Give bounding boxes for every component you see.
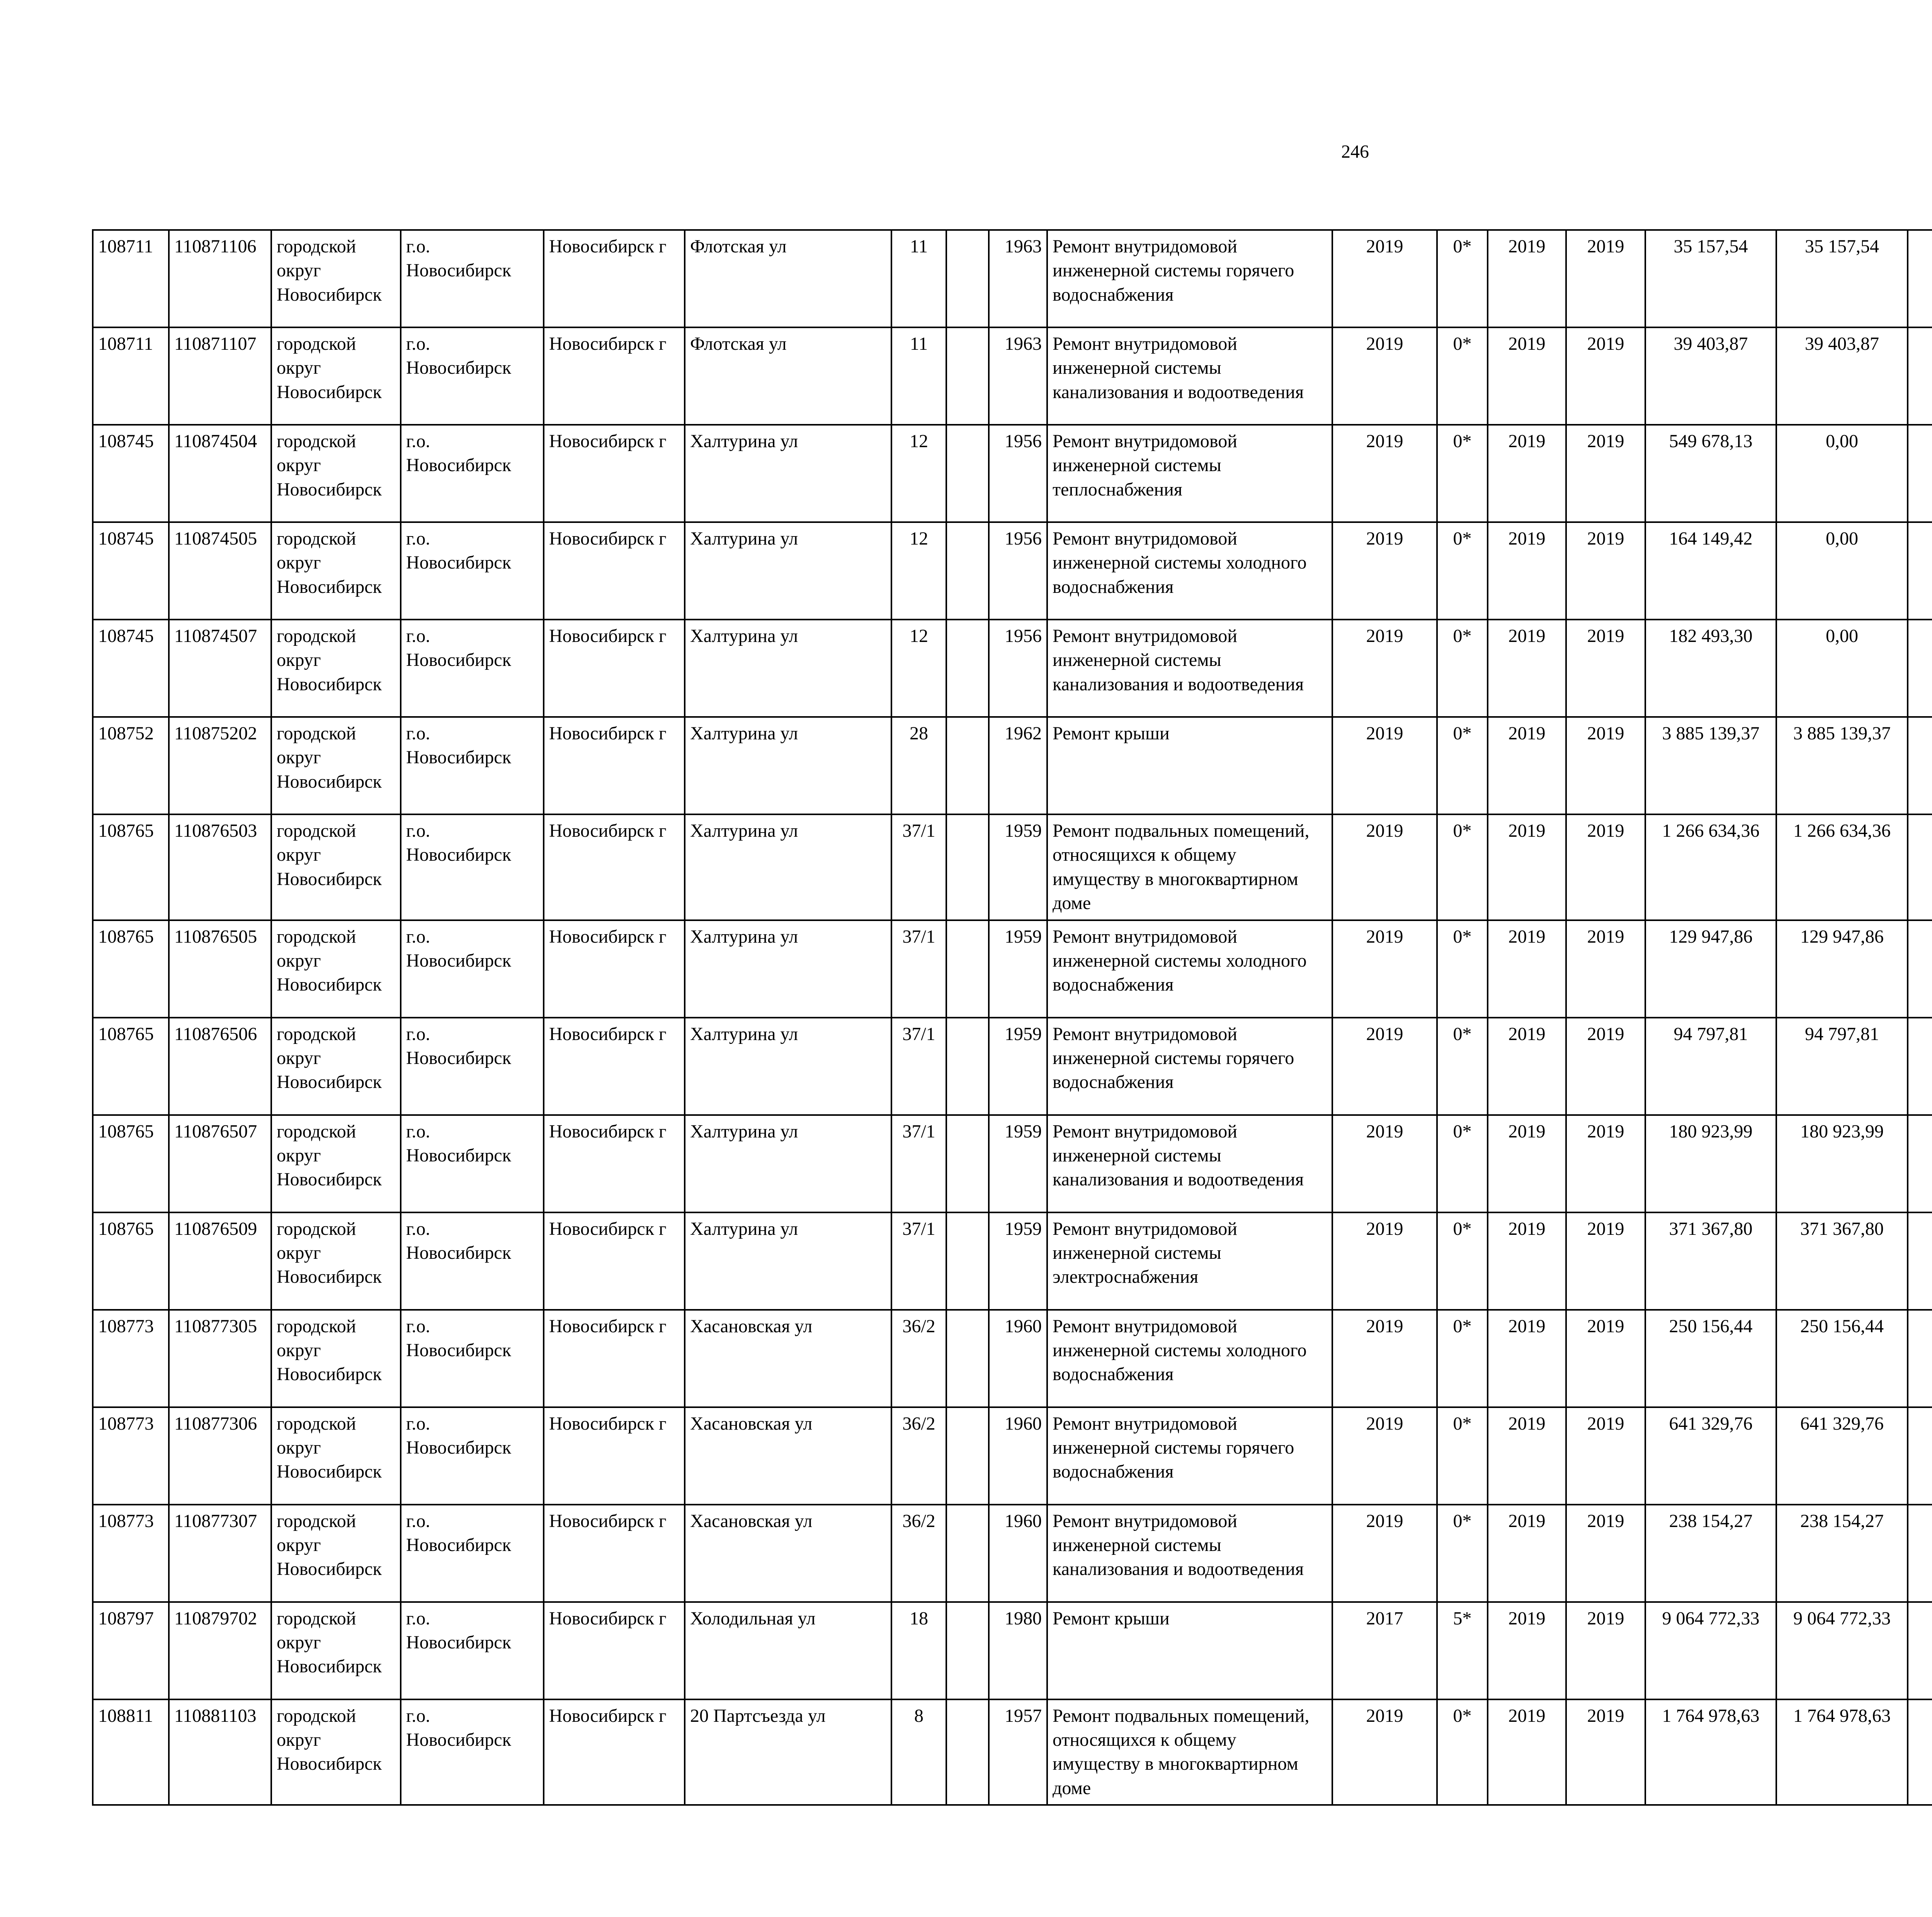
cell-work-id: 110876503 [169,814,271,920]
cell-municipality: городской округ Новосибирск [271,620,401,717]
cell-fund-cost: 371 367,80 [1776,1212,1908,1310]
cell-settlement: г.о. Новосибирск [401,1505,544,1602]
cell-settlement: г.о. Новосибирск [401,814,544,920]
cell-end-year: 2019 [1566,717,1645,814]
cell-fund-cost: 0,00 [1776,522,1908,620]
cell-settlement: г.о. Новосибирск [401,1699,544,1805]
cell-fund-cost: 94 797,81 [1776,1018,1908,1115]
table-row [93,1407,1932,1505]
cell-total-cost: 35 157,54 [1645,230,1776,327]
cell-shift-code: 0* [1437,522,1488,620]
cell-object-id: 108765 [93,1018,169,1115]
cell-building [946,717,989,814]
cell-work-type: Ремонт внутридомовой инженерной системы канализования и водоотведения [1047,620,1332,717]
cell-total-cost: 39 403,87 [1645,327,1776,425]
cell-work-type: Ремонт подвальных помещений, относящихся к общему имуществу в многоквартирном доме [1047,814,1332,920]
cell-building [946,327,989,425]
cell-extra-1 [1908,1602,1932,1699]
cell-shift-code: 5* [1437,1602,1488,1699]
table-row [93,1310,1932,1407]
cell-city: Новосибирск г [544,230,685,327]
cell-street: Хасановская ул [685,1407,891,1505]
cell-object-id: 108745 [93,620,169,717]
cell-municipality: городской округ Новосибирск [271,327,401,425]
cell-planned-year: 2019 [1332,522,1437,620]
cell-fund-cost: 35 157,54 [1776,230,1908,327]
cell-work-id: 110876507 [169,1115,271,1212]
cell-work-type: Ремонт внутридомовой инженерной системы горячего водоснабжения [1047,1018,1332,1115]
cell-end-year: 2019 [1566,620,1645,717]
cell-start-year: 2019 [1488,230,1566,327]
cell-fund-cost: 9 064 772,33 [1776,1602,1908,1699]
table-row [93,425,1932,522]
cell-house-number: 12 [891,620,946,717]
cell-building [946,1212,989,1310]
cell-shift-code: 0* [1437,1212,1488,1310]
table-row [93,1115,1932,1212]
cell-extra-1 [1908,1212,1932,1310]
cell-work-id: 110879702 [169,1602,271,1699]
cell-shift-code: 0* [1437,425,1488,522]
cell-object-id: 108711 [93,327,169,425]
cell-work-id: 110881103 [169,1699,271,1805]
cell-planned-year: 2019 [1332,230,1437,327]
cell-object-id: 108765 [93,814,169,920]
cell-start-year: 2019 [1488,1212,1566,1310]
cell-object-id: 108745 [93,522,169,620]
cell-construction-year: 1980 [989,1602,1047,1699]
cell-planned-year: 2019 [1332,1505,1437,1602]
cell-settlement: г.о. Новосибирск [401,1602,544,1699]
cell-settlement: г.о. Новосибирск [401,327,544,425]
table-row [93,620,1932,717]
cell-street: Халтурина ул [685,1018,891,1115]
cell-municipality: городской округ Новосибирск [271,425,401,522]
cell-construction-year: 1959 [989,1212,1047,1310]
cell-fund-cost: 180 923,99 [1776,1115,1908,1212]
cell-extra-1 [1908,920,1932,1018]
cell-work-id: 110877307 [169,1505,271,1602]
cell-city: Новосибирск г [544,1699,685,1805]
cell-house-number: 11 [891,230,946,327]
cell-construction-year: 1962 [989,717,1047,814]
cell-object-id: 108811 [93,1699,169,1805]
cell-total-cost: 1 764 978,63 [1645,1699,1776,1805]
cell-start-year: 2019 [1488,327,1566,425]
cell-work-id: 110877306 [169,1407,271,1505]
cell-work-type: Ремонт внутридомовой инженерной системы холодного водоснабжения [1047,920,1332,1018]
cell-construction-year: 1957 [989,1699,1047,1805]
cell-city: Новосибирск г [544,1505,685,1602]
cell-street: Флотская ул [685,327,891,425]
cell-planned-year: 2019 [1332,1310,1437,1407]
cell-end-year: 2019 [1566,1407,1645,1505]
cell-street: Хасановская ул [685,1310,891,1407]
cell-house-number: 36/2 [891,1505,946,1602]
cell-municipality: городской округ Новосибирск [271,1602,401,1699]
cell-end-year: 2019 [1566,814,1645,920]
cell-building [946,1699,989,1805]
cell-work-id: 110875202 [169,717,271,814]
cell-municipality: городской округ Новосибирск [271,1505,401,1602]
cell-planned-year: 2019 [1332,1212,1437,1310]
cell-construction-year: 1959 [989,814,1047,920]
cell-municipality: городской округ Новосибирск [271,1115,401,1212]
cell-city: Новосибирск г [544,327,685,425]
cell-end-year: 2019 [1566,1018,1645,1115]
cell-end-year: 2019 [1566,327,1645,425]
cell-settlement: г.о. Новосибирск [401,1310,544,1407]
cell-street: Халтурина ул [685,425,891,522]
cell-start-year: 2019 [1488,717,1566,814]
cell-city: Новосибирск г [544,1115,685,1212]
cell-building [946,1505,989,1602]
cell-start-year: 2019 [1488,620,1566,717]
cell-building [946,620,989,717]
cell-house-number: 28 [891,717,946,814]
cell-settlement: г.о. Новосибирск [401,230,544,327]
cell-shift-code: 0* [1437,1018,1488,1115]
cell-building [946,920,989,1018]
cell-fund-cost: 129 947,86 [1776,920,1908,1018]
cell-construction-year: 1960 [989,1505,1047,1602]
cell-house-number: 11 [891,327,946,425]
cell-start-year: 2019 [1488,814,1566,920]
cell-start-year: 2019 [1488,920,1566,1018]
cell-extra-1 [1908,522,1932,620]
cell-municipality: городской округ Новосибирск [271,522,401,620]
cell-settlement: г.о. Новосибирск [401,1018,544,1115]
cell-settlement: г.о. Новосибирск [401,1407,544,1505]
cell-start-year: 2019 [1488,1505,1566,1602]
cell-building [946,1407,989,1505]
cell-settlement: г.о. Новосибирск [401,522,544,620]
cell-shift-code: 0* [1437,1310,1488,1407]
cell-shift-code: 0* [1437,230,1488,327]
cell-shift-code: 0* [1437,1407,1488,1505]
cell-construction-year: 1956 [989,425,1047,522]
cell-building [946,814,989,920]
cell-house-number: 12 [891,425,946,522]
cell-work-id: 110871106 [169,230,271,327]
cell-work-type: Ремонт внутридомовой инженерной системы электроснабжения [1047,1212,1332,1310]
cell-city: Новосибирск г [544,1602,685,1699]
cell-construction-year: 1959 [989,920,1047,1018]
table-row [93,1018,1932,1115]
cell-house-number: 12 [891,522,946,620]
cell-total-cost: 3 885 139,37 [1645,717,1776,814]
cell-planned-year: 2019 [1332,1699,1437,1805]
cell-start-year: 2019 [1488,1115,1566,1212]
cell-object-id: 108745 [93,425,169,522]
cell-work-id: 110876509 [169,1212,271,1310]
cell-extra-1 [1908,620,1932,717]
cell-shift-code: 0* [1437,920,1488,1018]
cell-municipality: городской округ Новосибирск [271,920,401,1018]
cell-house-number: 37/1 [891,920,946,1018]
cell-city: Новосибирск г [544,522,685,620]
table-row [93,920,1932,1018]
cell-street: 20 Партсъезда ул [685,1699,891,1805]
cell-total-cost: 641 329,76 [1645,1407,1776,1505]
cell-shift-code: 0* [1437,717,1488,814]
cell-street: Халтурина ул [685,1212,891,1310]
cell-building [946,230,989,327]
cell-street: Халтурина ул [685,522,891,620]
repair-registry-table [92,229,1932,1806]
cell-work-id: 110874505 [169,522,271,620]
cell-end-year: 2019 [1566,1602,1645,1699]
cell-work-id: 110877305 [169,1310,271,1407]
cell-object-id: 108711 [93,230,169,327]
cell-object-id: 108797 [93,1602,169,1699]
cell-house-number: 36/2 [891,1310,946,1407]
table-row [93,327,1932,425]
cell-extra-1 [1908,1115,1932,1212]
cell-end-year: 2019 [1566,425,1645,522]
cell-fund-cost: 250 156,44 [1776,1310,1908,1407]
cell-settlement: г.о. Новосибирск [401,717,544,814]
cell-fund-cost: 0,00 [1776,425,1908,522]
cell-building [946,425,989,522]
cell-end-year: 2019 [1566,920,1645,1018]
cell-shift-code: 0* [1437,327,1488,425]
cell-work-type: Ремонт крыши [1047,717,1332,814]
cell-city: Новосибирск г [544,814,685,920]
cell-fund-cost: 1 764 978,63 [1776,1699,1908,1805]
cell-city: Новосибирск г [544,1018,685,1115]
cell-street: Халтурина ул [685,920,891,1018]
cell-work-type: Ремонт внутридомовой инженерной системы канализования и водоотведения [1047,1505,1332,1602]
cell-work-type: Ремонт крыши [1047,1602,1332,1699]
cell-work-type: Ремонт внутридомовой инженерной системы горячего водоснабжения [1047,1407,1332,1505]
cell-settlement: г.о. Новосибирск [401,920,544,1018]
cell-work-id: 110876506 [169,1018,271,1115]
cell-construction-year: 1960 [989,1310,1047,1407]
cell-start-year: 2019 [1488,1310,1566,1407]
cell-object-id: 108765 [93,920,169,1018]
cell-house-number: 18 [891,1602,946,1699]
cell-street: Халтурина ул [685,814,891,920]
cell-total-cost: 164 149,42 [1645,522,1776,620]
cell-planned-year: 2019 [1332,327,1437,425]
cell-street: Халтурина ул [685,620,891,717]
cell-settlement: г.о. Новосибирск [401,1212,544,1310]
cell-house-number: 8 [891,1699,946,1805]
cell-city: Новосибирск г [544,425,685,522]
cell-start-year: 2019 [1488,522,1566,620]
cell-planned-year: 2019 [1332,425,1437,522]
cell-street: Хасановская ул [685,1505,891,1602]
cell-object-id: 108765 [93,1115,169,1212]
cell-end-year: 2019 [1566,1115,1645,1212]
cell-construction-year: 1963 [989,230,1047,327]
cell-planned-year: 2019 [1332,1115,1437,1212]
cell-work-type: Ремонт внутридомовой инженерной системы теплоснабжения [1047,425,1332,522]
cell-shift-code: 0* [1437,1505,1488,1602]
cell-fund-cost: 0,00 [1776,620,1908,717]
cell-city: Новосибирск г [544,717,685,814]
cell-work-type: Ремонт внутридомовой инженерной системы холодного водоснабжения [1047,1310,1332,1407]
cell-municipality: городской округ Новосибирск [271,1018,401,1115]
cell-municipality: городской округ Новосибирск [271,1699,401,1805]
cell-object-id: 108773 [93,1407,169,1505]
cell-construction-year: 1959 [989,1018,1047,1115]
cell-planned-year: 2019 [1332,717,1437,814]
cell-house-number: 37/1 [891,1115,946,1212]
cell-planned-year: 2019 [1332,920,1437,1018]
cell-planned-year: 2019 [1332,1018,1437,1115]
cell-city: Новосибирск г [544,920,685,1018]
cell-object-id: 108752 [93,717,169,814]
cell-municipality: городской округ Новосибирск [271,814,401,920]
cell-total-cost: 9 064 772,33 [1645,1602,1776,1699]
cell-total-cost: 549 678,13 [1645,425,1776,522]
cell-total-cost: 94 797,81 [1645,1018,1776,1115]
cell-building [946,522,989,620]
cell-start-year: 2019 [1488,1699,1566,1805]
cell-municipality: городской округ Новосибирск [271,230,401,327]
cell-extra-1 [1908,327,1932,425]
table-row [93,1699,1932,1805]
cell-work-type: Ремонт внутридомовой инженерной системы горячего водоснабжения [1047,230,1332,327]
cell-construction-year: 1956 [989,620,1047,717]
cell-end-year: 2019 [1566,1212,1645,1310]
cell-construction-year: 1956 [989,522,1047,620]
cell-street: Флотская ул [685,230,891,327]
cell-shift-code: 0* [1437,814,1488,920]
cell-end-year: 2019 [1566,1505,1645,1602]
cell-shift-code: 0* [1437,1699,1488,1805]
cell-building [946,1310,989,1407]
cell-total-cost: 182 493,30 [1645,620,1776,717]
cell-extra-1 [1908,1699,1932,1805]
cell-work-type: Ремонт внутридомовой инженерной системы канализования и водоотведения [1047,1115,1332,1212]
cell-start-year: 2019 [1488,1602,1566,1699]
cell-extra-1 [1908,814,1932,920]
cell-planned-year: 2017 [1332,1602,1437,1699]
cell-shift-code: 0* [1437,1115,1488,1212]
table-row [93,717,1932,814]
table-row [93,1212,1932,1310]
cell-extra-1 [1908,1310,1932,1407]
cell-street: Холодильная ул [685,1602,891,1699]
table-row [93,522,1932,620]
cell-construction-year: 1960 [989,1407,1047,1505]
cell-municipality: городской округ Новосибирск [271,717,401,814]
cell-object-id: 108765 [93,1212,169,1310]
cell-end-year: 2019 [1566,522,1645,620]
cell-house-number: 37/1 [891,1212,946,1310]
cell-total-cost: 250 156,44 [1645,1310,1776,1407]
cell-extra-1 [1908,230,1932,327]
cell-object-id: 108773 [93,1310,169,1407]
cell-total-cost: 1 266 634,36 [1645,814,1776,920]
table-row [93,230,1932,327]
cell-total-cost: 129 947,86 [1645,920,1776,1018]
cell-fund-cost: 3 885 139,37 [1776,717,1908,814]
cell-work-id: 110876505 [169,920,271,1018]
cell-settlement: г.о. Новосибирск [401,620,544,717]
cell-total-cost: 180 923,99 [1645,1115,1776,1212]
cell-extra-1 [1908,1505,1932,1602]
cell-fund-cost: 641 329,76 [1776,1407,1908,1505]
cell-end-year: 2019 [1566,230,1645,327]
cell-street: Халтурина ул [685,1115,891,1212]
cell-extra-1 [1908,1018,1932,1115]
table-row [93,814,1932,920]
cell-start-year: 2019 [1488,1018,1566,1115]
cell-extra-1 [1908,717,1932,814]
cell-house-number: 36/2 [891,1407,946,1505]
cell-municipality: городской округ Новосибирск [271,1407,401,1505]
cell-total-cost: 371 367,80 [1645,1212,1776,1310]
cell-settlement: г.о. Новосибирск [401,425,544,522]
cell-start-year: 2019 [1488,425,1566,522]
cell-building [946,1018,989,1115]
cell-building [946,1115,989,1212]
cell-extra-1 [1908,1407,1932,1505]
cell-house-number: 37/1 [891,1018,946,1115]
cell-end-year: 2019 [1566,1699,1645,1805]
cell-building [946,1602,989,1699]
cell-house-number: 37/1 [891,814,946,920]
cell-city: Новосибирск г [544,620,685,717]
cell-city: Новосибирск г [544,1212,685,1310]
cell-construction-year: 1959 [989,1115,1047,1212]
cell-planned-year: 2019 [1332,814,1437,920]
cell-end-year: 2019 [1566,1310,1645,1407]
cell-work-id: 110874504 [169,425,271,522]
cell-work-id: 110871107 [169,327,271,425]
cell-city: Новосибирск г [544,1407,685,1505]
cell-object-id: 108773 [93,1505,169,1602]
cell-shift-code: 0* [1437,620,1488,717]
table-row [93,1602,1932,1699]
cell-construction-year: 1963 [989,327,1047,425]
cell-settlement: г.о. Новосибирск [401,1115,544,1212]
cell-city: Новосибирск г [544,1310,685,1407]
cell-fund-cost: 238 154,27 [1776,1505,1908,1602]
cell-municipality: городской округ Новосибирск [271,1310,401,1407]
cell-planned-year: 2019 [1332,1407,1437,1505]
cell-extra-1 [1908,425,1932,522]
cell-planned-year: 2019 [1332,620,1437,717]
cell-fund-cost: 1 266 634,36 [1776,814,1908,920]
cell-work-id: 110874507 [169,620,271,717]
table-row [93,1505,1932,1602]
cell-start-year: 2019 [1488,1407,1566,1505]
cell-fund-cost: 39 403,87 [1776,327,1908,425]
cell-work-type: Ремонт внутридомовой инженерной системы холодного водоснабжения [1047,522,1332,620]
cell-municipality: городской округ Новосибирск [271,1212,401,1310]
page-number: 246 [1341,141,1369,162]
cell-total-cost: 238 154,27 [1645,1505,1776,1602]
cell-work-type: Ремонт подвальных помещений, относящихся к общему имуществу в многоквартирном доме [1047,1699,1332,1805]
cell-work-type: Ремонт внутридомовой инженерной системы канализования и водоотведения [1047,327,1332,425]
cell-street: Халтурина ул [685,717,891,814]
